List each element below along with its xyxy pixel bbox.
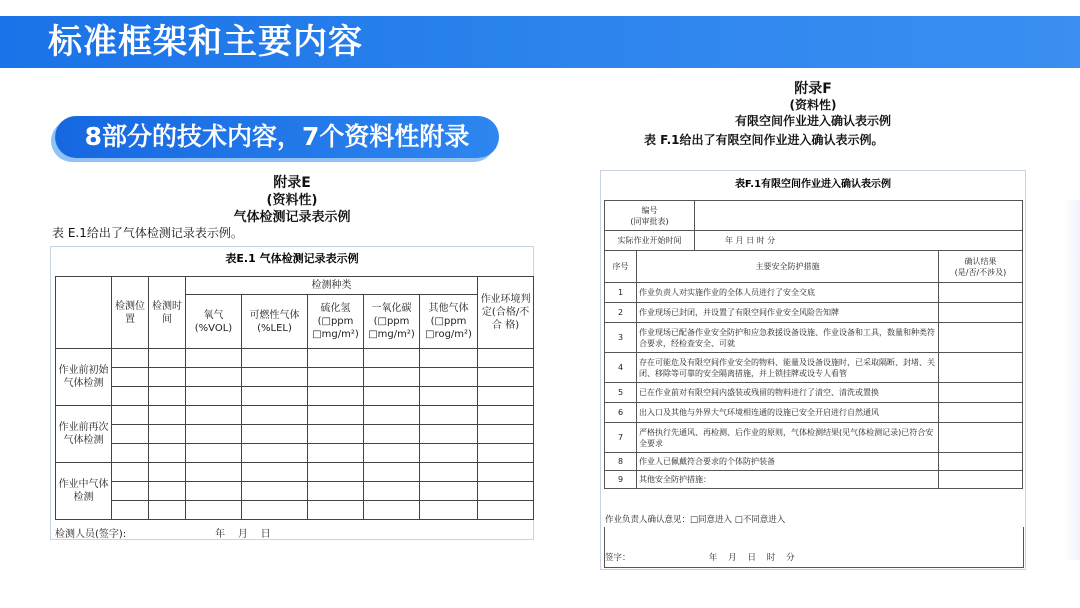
empty-cell: [186, 406, 242, 425]
empty-cell: [112, 463, 149, 482]
start-time-value: 年 月 日 时 分: [695, 231, 1023, 251]
measure-row: [605, 403, 1023, 423]
empty-cell: [242, 425, 308, 444]
empty-cell: [364, 349, 420, 368]
appendix-e-title: 附录E: [273, 175, 311, 191]
appendix-f-subtitle: (资料性): [789, 98, 837, 112]
empty-cell: [149, 425, 186, 444]
measure-no: 1: [605, 283, 637, 303]
empty-cell: [478, 482, 534, 501]
empty-cell: [308, 368, 364, 387]
empty-cell: [242, 387, 308, 406]
empty-cell: [308, 349, 364, 368]
empty-cell: [364, 406, 420, 425]
gas-record-table-box: [50, 246, 534, 540]
highlight-pill: [55, 116, 499, 158]
gas-record-table: [55, 276, 534, 520]
empty-cell: [186, 444, 242, 463]
empty-cell: [186, 482, 242, 501]
empty-cell: [186, 501, 242, 520]
empty-cell: [478, 425, 534, 444]
empty-cell: [149, 349, 186, 368]
measure-result: [939, 283, 1023, 303]
empty-cell: [478, 444, 534, 463]
empty-cell: [364, 444, 420, 463]
empty-cell: [308, 444, 364, 463]
measure-text: 存在可能危及有限空间作业安全的物料、能量及设备设施时，已采取隔断、封堵、关闭、移除等可靠的安全隔离措施，并上锁挂牌或设专人看管: [637, 353, 939, 383]
gas-signature-line: 检测人员(签字): 年 月 日: [55, 529, 271, 540]
measure-row: [605, 323, 1023, 353]
empty-cell: [420, 368, 478, 387]
measure-text: 出入口及其他与外界大气环境相连通的设施已安全开启进行自然通风: [637, 403, 939, 423]
entry-table-caption: 表F.1有限空间作业进入确认表示例: [734, 179, 892, 190]
title-banner: [0, 16, 1080, 68]
number-label: 编号 (同审批表): [605, 201, 695, 231]
empty-cell: [242, 368, 308, 387]
empty-cell: [364, 501, 420, 520]
empty-cell: [478, 349, 534, 368]
empty-cell: [478, 406, 534, 425]
empty-cell: [242, 501, 308, 520]
empty-cell: [149, 501, 186, 520]
empty-cell: [420, 482, 478, 501]
appendix-e-name: 气体检测记录表示例: [233, 210, 351, 225]
gas-table-row: [56, 349, 534, 368]
empty-cell: [308, 482, 364, 501]
empty-cell: [364, 425, 420, 444]
empty-cell: [242, 482, 308, 501]
header-co: 一氧化碳(□ppm □mg/m²): [364, 295, 420, 349]
appendix-f-name: 有限空间作业进入确认表示例: [734, 114, 891, 128]
appendix-f-document: [598, 74, 1028, 570]
measure-result: [939, 471, 1023, 489]
measure-no: 5: [605, 383, 637, 403]
gas-table-row: [56, 463, 534, 482]
empty-cell: [186, 463, 242, 482]
empty-cell: [308, 501, 364, 520]
measure-text: 其他安全防护措施：: [637, 471, 939, 489]
empty-cell: [242, 444, 308, 463]
gas-table-caption: 表E.1 气体检测记录表示例: [225, 252, 359, 265]
gas-table-row: [56, 444, 534, 463]
entry-confirm-table-box: [600, 170, 1026, 570]
measure-result: [939, 383, 1023, 403]
empty-cell: [149, 482, 186, 501]
measure-row: [605, 283, 1023, 303]
header-judgement: 作业环境判定(合格/不 合 格): [478, 277, 534, 349]
empty-cell: [149, 444, 186, 463]
appendix-f-title: 附录F: [794, 81, 832, 97]
measure-row: [605, 453, 1023, 471]
measure-row: [605, 383, 1023, 403]
header-oxygen: 氧气(%VOL): [186, 295, 242, 349]
empty-cell: [364, 387, 420, 406]
empty-cell: [112, 444, 149, 463]
slide-title: 标准框架和主要内容: [48, 22, 363, 62]
measure-text: 严格执行先通风、再检测、后作业的原则，气体检测结果(见气体检测记录)已符合安全要求: [637, 423, 939, 453]
empty-cell: [308, 463, 364, 482]
gas-table-row: [56, 387, 534, 406]
measure-result: [939, 403, 1023, 423]
empty-cell: [149, 368, 186, 387]
empty-cell: [186, 387, 242, 406]
measure-result: [939, 453, 1023, 471]
header-other-gas: 其他气体(□ppm □rog/m²): [420, 295, 478, 349]
empty-cell: [420, 425, 478, 444]
measure-no: 7: [605, 423, 637, 453]
empty-cell: [186, 425, 242, 444]
empty-corner-cell: [56, 277, 112, 349]
empty-cell: [478, 387, 534, 406]
empty-cell: [420, 501, 478, 520]
col-result: 确认结果 (是/否/不涉及): [939, 251, 1023, 283]
measure-text: 作业现场已配备作业安全防护和应急救援设备设施、作业设备和工具，数量和种类符合要求，经检查安全、可就: [637, 323, 939, 353]
empty-cell: [112, 482, 149, 501]
measure-result: [939, 323, 1023, 353]
empty-cell: [242, 463, 308, 482]
measure-result: [939, 423, 1023, 453]
appendix-e-document: [48, 168, 536, 540]
col-seq: 序号: [605, 251, 637, 283]
row-group-label: 作业前再次气体检测: [56, 406, 112, 463]
measure-result: [939, 303, 1023, 323]
number-value: [695, 201, 1023, 231]
measure-row: [605, 353, 1023, 383]
confirm-signature: 签字： 年 月 日 时 分: [605, 553, 795, 563]
measure-no: 2: [605, 303, 637, 323]
empty-cell: [149, 406, 186, 425]
empty-cell: [308, 425, 364, 444]
header-flammable: 可燃性气体(%LEL): [242, 295, 308, 349]
empty-cell: [112, 425, 149, 444]
empty-cell: [478, 368, 534, 387]
empty-cell: [420, 444, 478, 463]
measure-no: 6: [605, 403, 637, 423]
measure-text: 已在作业前对有限空间内盛装或残留的物料进行了清空、清洗或置换: [637, 383, 939, 403]
row-group-label: 作业中气体检测: [56, 463, 112, 520]
highlight-text: 8部分的技术内容，7个资料性附录: [84, 122, 470, 151]
empty-cell: [308, 406, 364, 425]
header-detection-type: 检测种类: [186, 277, 478, 295]
header-location: 检测位置: [112, 277, 149, 349]
empty-cell: [112, 368, 149, 387]
empty-cell: [186, 349, 242, 368]
empty-cell: [420, 463, 478, 482]
empty-cell: [112, 501, 149, 520]
measure-no: 4: [605, 353, 637, 383]
start-time-label: 实际作业开始时间: [605, 231, 695, 251]
measure-row: [605, 471, 1023, 489]
entry-confirm-table: [604, 200, 1023, 489]
measure-no: 8: [605, 453, 637, 471]
header-h2s: 硫化氢(□ppm □mg/m²): [308, 295, 364, 349]
row-group-label: 作业前初始气体检测: [56, 349, 112, 406]
empty-cell: [112, 349, 149, 368]
edge-shadow: [1064, 200, 1080, 560]
empty-cell: [112, 387, 149, 406]
measure-text: 作业人已佩戴符合要求的个体防护装备: [637, 453, 939, 471]
appendix-e-intro: 表 E.1给出了气体检测记录表示例。: [52, 226, 243, 240]
gas-table-row: [56, 482, 534, 501]
empty-cell: [478, 463, 534, 482]
measure-row: [605, 303, 1023, 323]
confirm-opinion: 作业负责人确认意见：□同意进入 □不同意进入: [605, 515, 786, 525]
measure-result: [939, 353, 1023, 383]
empty-cell: [420, 406, 478, 425]
empty-cell: [149, 387, 186, 406]
measure-no: 9: [605, 471, 637, 489]
empty-cell: [112, 406, 149, 425]
col-measures: 主要安全防护措施: [637, 251, 939, 283]
header-time: 检测时间: [149, 277, 186, 349]
gas-table-row: [56, 406, 534, 425]
empty-cell: [308, 387, 364, 406]
appendix-e-subtitle: (资料性): [266, 193, 318, 208]
empty-cell: [420, 387, 478, 406]
empty-cell: [149, 463, 186, 482]
empty-cell: [186, 368, 242, 387]
empty-cell: [242, 349, 308, 368]
measure-text: 作业负责人对实施作业的全体人员进行了安全交底: [637, 283, 939, 303]
measure-text: 作业现场已封闭，并设置了有限空间作业安全风险告知牌: [637, 303, 939, 323]
gas-table-row: [56, 425, 534, 444]
empty-cell: [242, 406, 308, 425]
appendix-f-intro: 表 F.1给出了有限空间作业进入确认表示例。: [644, 133, 884, 147]
empty-cell: [364, 482, 420, 501]
empty-cell: [420, 349, 478, 368]
measure-no: 3: [605, 323, 637, 353]
empty-cell: [364, 463, 420, 482]
measure-row: [605, 423, 1023, 453]
empty-cell: [478, 501, 534, 520]
gas-table-row: [56, 501, 534, 520]
empty-cell: [364, 368, 420, 387]
gas-table-row: [56, 368, 534, 387]
